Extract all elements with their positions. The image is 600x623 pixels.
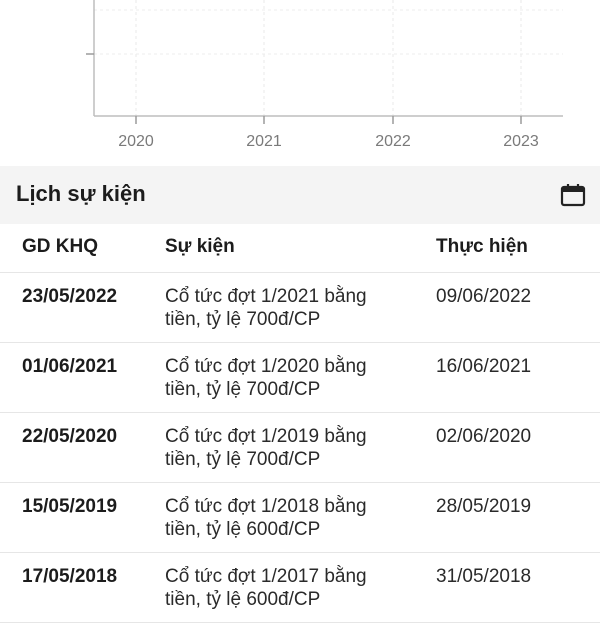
chart-area bbox=[0, 0, 600, 165]
cell-date: 17/05/2018 bbox=[22, 566, 118, 587]
table-header bbox=[0, 224, 600, 273]
cell-exec: 16/06/2021 bbox=[436, 356, 532, 377]
cell-date: 01/06/2021 bbox=[22, 356, 118, 377]
section-title: Lịch sự kiện bbox=[16, 181, 146, 206]
cell-exec: 31/05/2018 bbox=[436, 566, 532, 587]
calendar-icon[interactable] bbox=[560, 183, 586, 207]
table-row[interactable] bbox=[0, 553, 600, 623]
cell-date: 23/05/2022 bbox=[22, 286, 118, 307]
column-header-exec: Thực hiện bbox=[436, 236, 528, 257]
x-tick-label: 2023 bbox=[503, 133, 539, 150]
cell-date: 22/05/2020 bbox=[22, 426, 118, 447]
table-row[interactable] bbox=[0, 483, 600, 553]
column-header-date: GD KHQ bbox=[22, 236, 98, 257]
table-row[interactable] bbox=[0, 343, 600, 413]
x-tick-label: 2020 bbox=[118, 133, 154, 150]
cell-event: Cổ tức đợt 1/2017 bằng tiền, tỷ lệ 600đ/CP bbox=[165, 566, 367, 610]
cell-exec: 09/06/2022 bbox=[436, 286, 532, 307]
column-header-event: Sự kiện bbox=[165, 236, 235, 257]
cell-date: 15/05/2019 bbox=[22, 496, 118, 517]
events-header bbox=[0, 166, 600, 224]
cell-exec: 28/05/2019 bbox=[436, 496, 532, 517]
x-tick-label: 2022 bbox=[375, 133, 411, 150]
cell-exec: 02/06/2020 bbox=[436, 426, 532, 447]
table-row[interactable] bbox=[0, 413, 600, 483]
events-table bbox=[0, 224, 600, 623]
x-tick-label: 2021 bbox=[246, 133, 282, 150]
cell-event: Cổ tức đợt 1/2018 bằng tiền, tỷ lệ 600đ/CP bbox=[165, 496, 367, 540]
cell-event: Cổ tức đợt 1/2021 bằng tiền, tỷ lệ 700đ/CP bbox=[165, 286, 367, 330]
cell-event: Cổ tức đợt 1/2020 bằng tiền, tỷ lệ 700đ/CP bbox=[165, 356, 367, 400]
table-row[interactable] bbox=[0, 273, 600, 343]
cell-event: Cổ tức đợt 1/2019 bằng tiền, tỷ lệ 700đ/CP bbox=[165, 426, 367, 470]
